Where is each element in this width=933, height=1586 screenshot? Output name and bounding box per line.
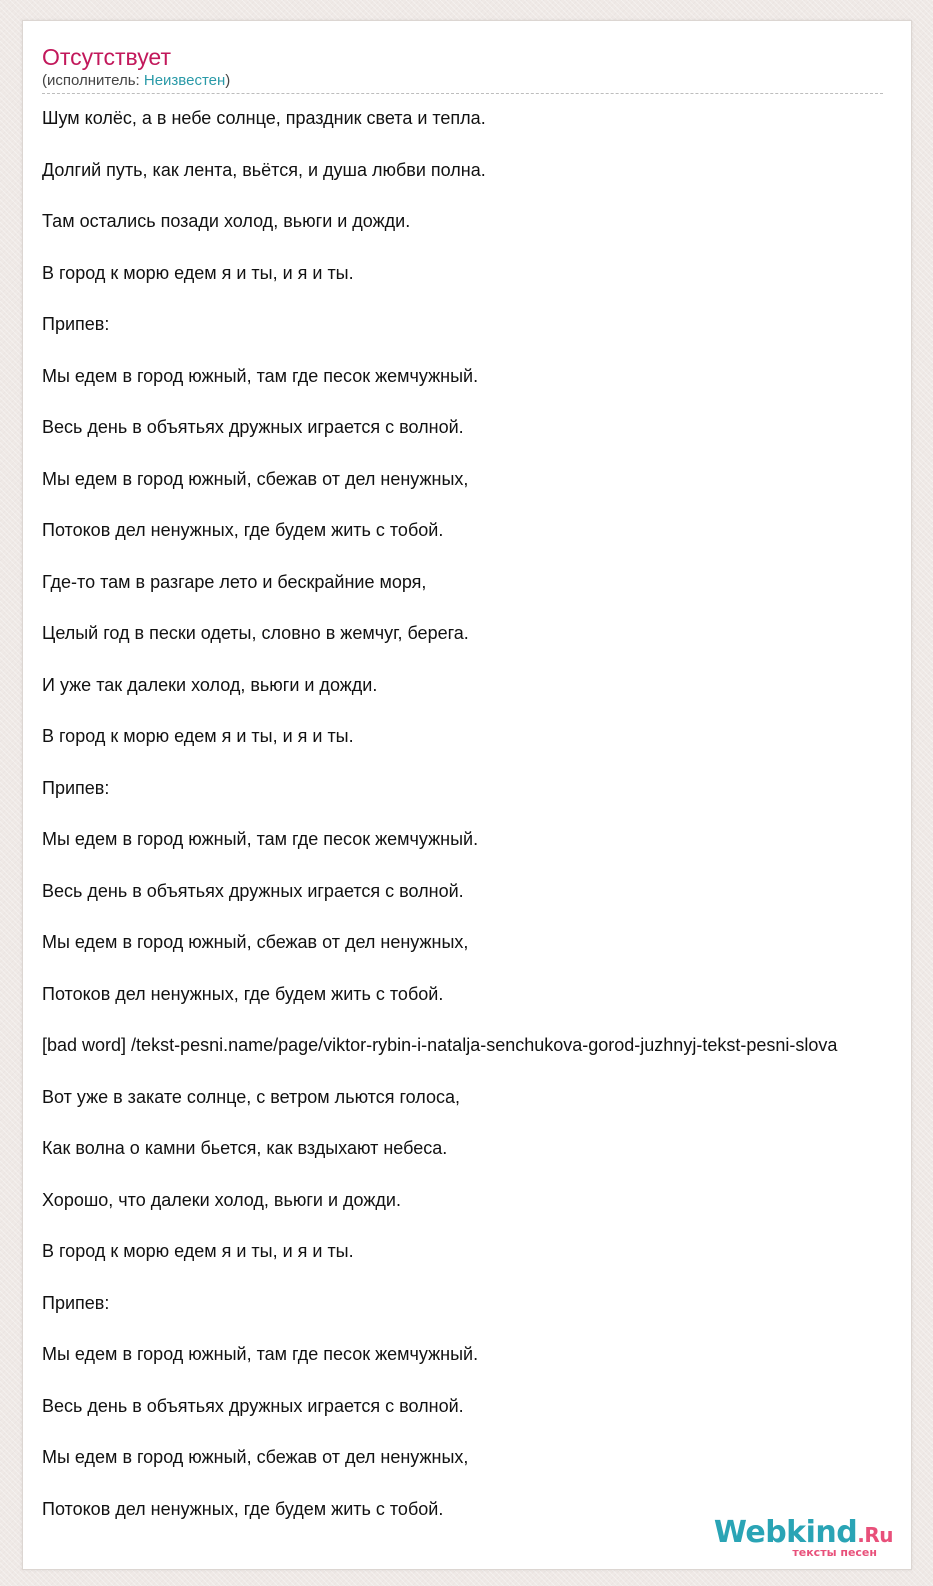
lyric-line: И уже так далеки холод, вьюги и дожди. (42, 674, 378, 695)
lyrics-card (22, 20, 912, 1570)
logo-tagline: тексты песен (792, 1546, 877, 1559)
lyric-line: В город к морю едем я и ты, и я и ты. (42, 262, 354, 283)
lyric-line: Припев: (42, 314, 110, 334)
title-divider (42, 93, 883, 94)
artist-link[interactable]: Неизвестен (143, 72, 226, 89)
lyric-line: Мы едем в город южный, сбежав от дел ненужных, (42, 468, 469, 489)
lyric-line: Вот уже в закате солнце, с ветром льются голоса, (42, 1086, 460, 1107)
lyric-line: Потоков дел ненужных, где будем жить с тобой. (42, 520, 444, 540)
meta-prefix: (исполнитель: (42, 72, 144, 89)
lyric-line: Мы едем в город южный, там где песок жемчужный. (42, 1344, 479, 1364)
lyric-line: Потоков дел ненужных, где будем жить с тобой. (42, 983, 444, 1004)
lyrics-list (42, 103, 912, 1545)
meta-suffix: ) (225, 72, 231, 89)
logo-name: Webkind (713, 1515, 858, 1550)
lyric-line: Долгий путь, как лента, вьётся, и душа любви полна. (42, 159, 486, 180)
lyric-line: В город к морю едем я и ты, и я и ты. (42, 726, 354, 746)
lyric-line: Хорошо, что далеки холод, вьюги и дожди. (42, 1189, 401, 1210)
lyric-line: Где-то там в разгаре лето и бескрайние моря, (42, 571, 427, 592)
lyric-line: Как волна о камни бьется, как вздыхают небеса. (42, 1138, 448, 1158)
song-meta (42, 72, 230, 90)
lyric-line: Мы едем в город южный, там где песок жемчужный. (42, 829, 479, 849)
lyric-line: В город к морю едем я и ты, и я и ты. (42, 1241, 354, 1261)
lyric-line: Весь день в объятьях дружных играется с волной. (42, 880, 464, 901)
lyric-line: Мы едем в город южный, сбежав от дел ненужных, (42, 932, 469, 952)
lyric-line: [bad word] /tekst-pesni.name/page/viktor-rybin-i-natalja-senchukova-gorod-juzhnyj-tekst-pesni-slova (42, 1035, 838, 1055)
lyric-line: Припев: (42, 1292, 110, 1313)
lyric-line: Мы едем в город южный, сбежав от дел ненужных, (42, 1447, 469, 1467)
lyric-line: Потоков дел ненужных, где будем жить с тобой. (42, 1498, 444, 1519)
lyric-line: Мы едем в город южный, там где песок жемчужный. (42, 365, 479, 386)
lyric-line: Там остались позади холод, вьюги и дожди. (42, 211, 411, 231)
site-logo[interactable] (714, 1517, 893, 1559)
logo-tld: .Ru (857, 1523, 893, 1547)
lyric-line: Шум колёс, а в небе солнце, праздник света и тепла. (42, 108, 486, 128)
lyric-line: Весь день в объятьях дружных играется с волной. (42, 417, 464, 437)
lyric-line: Целый год в пески одеты, словно в жемчуг, берега. (42, 623, 469, 643)
lyric-line: Весь день в объятьях дружных играется с волной. (42, 1395, 464, 1416)
song-title: Отсутствует (42, 44, 171, 70)
lyric-line: Припев: (42, 777, 110, 798)
